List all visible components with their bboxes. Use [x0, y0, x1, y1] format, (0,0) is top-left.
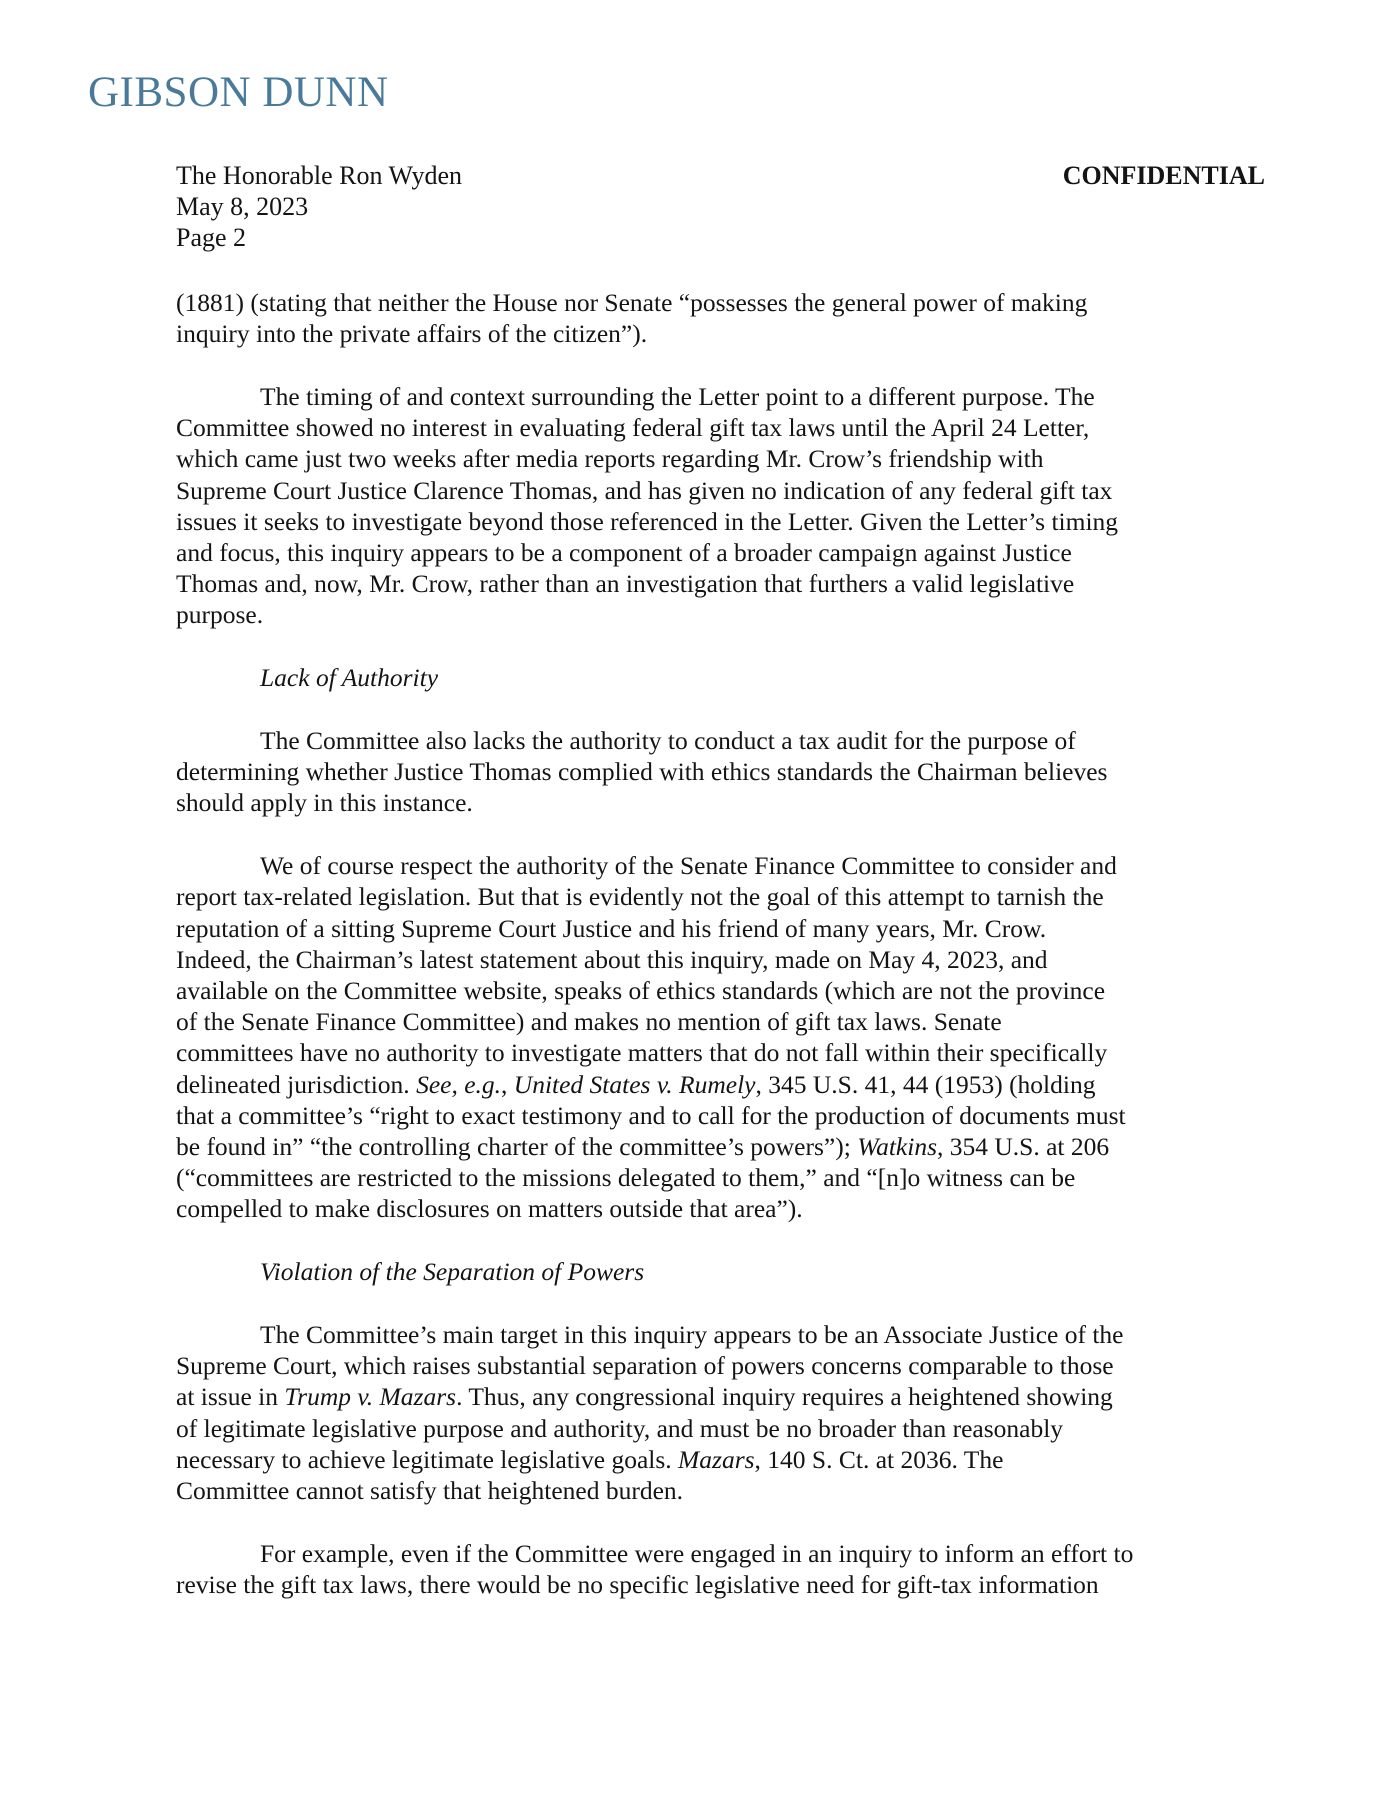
text-run: (“committees are restricted to the missions delegated to them,” and “[n]o witness can be — [176, 1163, 1076, 1193]
body-paragraph — [176, 1319, 1206, 1506]
text-line — [176, 1413, 1206, 1444]
text-line: inquiry into the private affairs of the citizen”). — [176, 319, 648, 349]
text-run: at issue in — [176, 1382, 285, 1412]
body-paragraph — [176, 1538, 1206, 1600]
text-line: which came just two weeks after media reports regarding Mr. Crow’s friendship with — [176, 444, 1044, 474]
text-line — [176, 913, 1206, 944]
text-run: , 354 U.S. at 206 — [937, 1132, 1110, 1162]
recipient-line: The Honorable Ron Wyden — [176, 161, 463, 190]
text-run: , 345 U.S. 41, 44 (1953) (holding — [755, 1069, 1096, 1099]
letter-body — [176, 287, 1206, 1632]
text-line: issues it seeks to investigate beyond those referenced in the Letter. Given the Letter’s timing — [176, 506, 1119, 536]
text-run: Indeed, the Chairman’s latest statement about this inquiry, made on May 4, 2023, and — [176, 944, 1048, 974]
text-run: available on the Committee website, speaks of ethics standards (which are not the province — [176, 976, 1106, 1006]
text-line — [176, 1131, 1206, 1162]
text-run: We of course respect the authority of the Senate Finance Committee to consider and — [260, 851, 1117, 881]
text-line — [176, 1037, 1206, 1068]
body-paragraph — [176, 850, 1206, 1224]
citation-text: See, e.g. — [416, 1069, 502, 1099]
text-run: that a committee’s “right to exact testimony and to call for the production of documents must — [176, 1100, 1126, 1130]
text-run: reputation of a sitting Supreme Court Justice and his friend of many years, Mr. Crow. — [176, 913, 1047, 943]
page-number: Page 2 — [176, 223, 247, 252]
text-run: necessary to achieve legitimate legislative goals. — [176, 1444, 679, 1474]
letter-header — [176, 160, 462, 253]
body-paragraph — [176, 287, 1206, 349]
text-line — [176, 1381, 1206, 1412]
text-line — [176, 975, 1206, 1006]
text-line: and focus, this inquiry appears to be a component of a broader campaign against Justice — [176, 538, 1072, 568]
citation-text: Watkins — [857, 1132, 937, 1162]
text-run: , — [501, 1069, 514, 1099]
text-line — [176, 1350, 1206, 1381]
date-line: May 8, 2023 — [176, 192, 309, 221]
text-run: of legitimate legislative purpose and authority, and must be no broader than reasonably — [176, 1413, 1064, 1443]
text-line: For example, even if the Committee were engaged in an inquiry to inform an effort to — [260, 1538, 1134, 1568]
text-run: , 140 S. Ct. at 2036. The — [754, 1444, 1004, 1474]
body-paragraph — [176, 381, 1206, 631]
text-line: should apply in this instance. — [176, 788, 473, 818]
text-run: . Thus, any congressional inquiry requires a heightened showing — [456, 1382, 1113, 1412]
text-line — [176, 850, 1206, 881]
text-run: compelled to make disclosures on matters outside that area”). — [176, 1194, 803, 1224]
confidential-label: CONFIDENTIAL — [1062, 161, 1265, 190]
text-line: Committee showed no interest in evaluating federal gift tax laws until the April 24 Letter, — [176, 413, 1090, 443]
text-run: committees have no authority to investigate matters that do not fall within their specifically — [176, 1038, 1108, 1068]
text-run: delineated jurisdiction. — [176, 1069, 417, 1099]
text-line: determining whether Justice Thomas complied with ethics standards the Chairman believes — [176, 757, 1108, 787]
text-run: Supreme Court, which raises substantial separation of powers concerns comparable to those — [176, 1351, 1114, 1381]
text-line — [176, 1193, 1206, 1224]
text-line: (1881) (stating that neither the House nor Senate “possesses the general power of making — [176, 288, 1088, 317]
citation-text: Mazars — [678, 1444, 755, 1474]
text-line — [176, 1006, 1206, 1037]
firm-logo: GIBSON DUNN — [88, 69, 389, 116]
text-line: Thomas and, now, Mr. Crow, rather than an investigation that furthers a valid legislative — [176, 569, 1075, 599]
text-line — [176, 881, 1206, 912]
text-run: be found in” “the controlling charter of the committee’s powers”); — [176, 1132, 858, 1162]
text-run: Committee cannot satisfy that heightened burden. — [176, 1476, 684, 1506]
text-line — [176, 944, 1206, 975]
text-line — [176, 1069, 1206, 1100]
text-line: Supreme Court Justice Clarence Thomas, and has given no indication of any federal gift tax — [176, 475, 1113, 505]
text-line: The timing of and context surrounding the Letter point to a different purpose. The — [260, 382, 1095, 411]
section-heading: Violation of the Separation of Powers — [260, 1257, 645, 1287]
citation-text: Trump v. Mazars — [284, 1382, 457, 1412]
text-run: The Committee’s main target in this inquiry appears to be an Associate Justice of the — [260, 1320, 1124, 1350]
body-paragraph — [176, 725, 1206, 819]
text-line — [176, 1319, 1206, 1350]
text-line — [176, 1162, 1206, 1193]
text-line: purpose. — [176, 600, 264, 630]
section-heading: Lack of Authority — [260, 663, 439, 693]
text-line — [176, 1100, 1206, 1131]
text-run: report tax-related legislation. But that is evidently not the goal of this attempt to tarnish the — [176, 882, 1104, 912]
text-line: revise the gift tax laws, there would be no specific legislative need for gift-tax information — [176, 1570, 1099, 1600]
text-line — [176, 1444, 1206, 1475]
text-line: The Committee also lacks the authority to conduct a tax audit for the purpose of — [260, 726, 1076, 756]
text-run: of the Senate Finance Committee) and makes no mention of gift tax laws. Senate — [176, 1007, 1002, 1037]
citation-text: United States v. Rumely — [513, 1069, 756, 1099]
text-line — [176, 1475, 1206, 1506]
